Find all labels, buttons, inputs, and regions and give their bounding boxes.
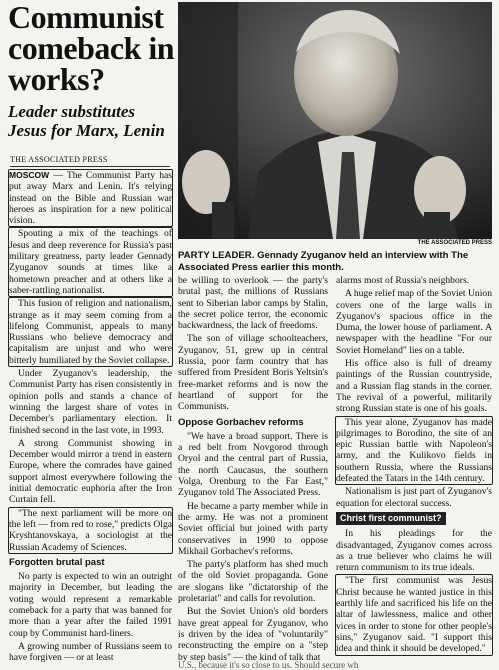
paragraph-text: — The Communist Party has put away Marx and Lenin. It's relying instead on the Bible and Russian war heroes as inspiration for a new political vision.	[9, 170, 172, 227]
paragraph: His office also is full of dreamy paintings of the Russian countryside, and a Russian flag stands in the corner. The revival of a powerful, militarily strong Russian state is one of his goals.	[336, 358, 492, 415]
photo-credit: THE ASSOCIATED PRESS	[417, 240, 492, 246]
paragraph: alarms most of Russia's neighbors.	[336, 275, 470, 286]
section-heading: Oppose Gorbachev reforms	[178, 416, 304, 428]
paragraph: This year alone, Zyuganov has made pilgrimages to Borodino, the site of an epic Russian battle with Napoleon's army, and the Kulikovo fields in southern Russia, where the Russians defeated the Tatars in the 14th century.	[336, 416, 492, 485]
photo-caption: PARTY LEADER. Gennady Zyuganov held an interview with The Associated Press earlier this month.	[178, 250, 469, 273]
paragraph: be willing to overlook — the party's brutal past, the millions of Russians sent to Siberian labor camps by Stalin, the secret police terror, the economic backwardness, the lack of freedoms.	[178, 275, 328, 332]
paragraph: A growing number of Russians seem to have forgiven — or at least	[9, 640, 172, 664]
paragraph: He became a party member while in the army. He was not a prominent Soviet official but joined with party conservatives in 1990 to oppose Mikhail Gorbachev's reforms.	[178, 500, 328, 557]
photo-gennady-zyuganov	[178, 2, 492, 239]
article-column-2	[178, 275, 328, 665]
article-column-1	[9, 170, 172, 665]
paragraph: "The next parliament will be more on the left — from red to rose," predicts Olga Kryshtanovskaya, a sociologist at the Russian Academy of Sciences.	[9, 507, 172, 553]
headline: Communist comeback in works?	[8, 0, 175, 97]
dateline: MOSCOW	[9, 170, 50, 180]
section-heading-box	[336, 512, 492, 525]
paragraph	[9, 170, 172, 226]
byline: THE ASSOCIATED PRESS	[10, 155, 170, 167]
portrait-illustration	[178, 2, 492, 239]
paragraph: But the Soviet Union's old borders have great appeal for Zyuganov, who is driven by the idea of "voluntarily" reconstructing the empire on a "step by step basis" — the kind of talk that	[178, 606, 328, 663]
paragraph: "We have a broad support. There is a red belt from Novgorod through Oryol and the central part of Russia, the north Caucasus, the southern Volga, Orenburg to the Far East," Zyuganov told The Associated Press.	[178, 430, 328, 499]
article-column-3	[336, 275, 492, 657]
paragraph: The son of village schoolteachers, Zyuganov, 51, grew up in central Russia, poor farm country that has suffered from President Boris Yeltsin's free-market reforms and is now the heartland of support for the Communists.	[178, 333, 328, 413]
paragraph: The party's platform has shed much of the old Soviet propaganda. Gone are slogans like "dictatorship of the proletariat" and calls for revolution.	[178, 559, 328, 605]
subheadline: Leader substitutes Jesus for Marx, Lenin	[8, 102, 165, 140]
paragraph: "The first communist was Jesus Christ because he wanted justice in this earthly life and sacrificed his life on the altar of lawlessness, malice and other vices in order to stone for other people's sins," Zyuganov said. "I support this idea and think it should be developed."	[336, 575, 492, 655]
paragraph: A strong Communist showing in December would mirror a trend in eastern Europe, where the comrades have gained support almost everywhere following the initial democratic euphoria after the Iron Curtain fell.	[9, 437, 172, 506]
paragraph: A huge relief map of the Soviet Union covers one of the large walls in Zyuganov's spacious office in the Duma, the lower house of parliament. A newspaper with the headline "For our Soviet Homeland" lies on a table.	[336, 288, 492, 356]
section-heading: Forgotten brutal past	[9, 556, 105, 568]
paragraph: Under Zyuganov's leadership, the Communist Party has risen consistently in opinion polls and stands a chance of winning the largest share of votes in December's parliamentary election. It finished second in the last vote, in 1993.	[9, 368, 172, 436]
paragraph: In his pleadings for the disadvantaged, Zyuganov comes across as a true believer who claims he will return communism to its true ideals.	[336, 528, 492, 574]
paragraph: This fusion of religion and nationalism, strange as it may seem coming from a lifelong Communist, appeals to many Russians who believe democracy and capitalism are unjust and who were bitterly humiliated by the Soviet collapse.	[9, 298, 172, 366]
paragraph: Spouting a mix of the teachings of Jesus and deep reverence for Russia's past military greatness, party leader Gennady Zyuganov sounds at times like a hometown preacher and at others like a saber-rattling nationalist.	[9, 228, 172, 296]
paragraph: Nationalism is just part of Zyuganov's equation for electoral success.	[336, 486, 492, 509]
section-heading: Christ first communist?	[336, 512, 446, 525]
cut-off-text-fragment: U.S., because it's so close to us. Should secure wh	[178, 660, 359, 670]
paragraph: No party is expected to win an outright majority in December, but leading the voting would represent a remarkable comeback for a party that was banned for more than a year after the failed 1991 coup by Communist hard-liners.	[9, 571, 172, 639]
